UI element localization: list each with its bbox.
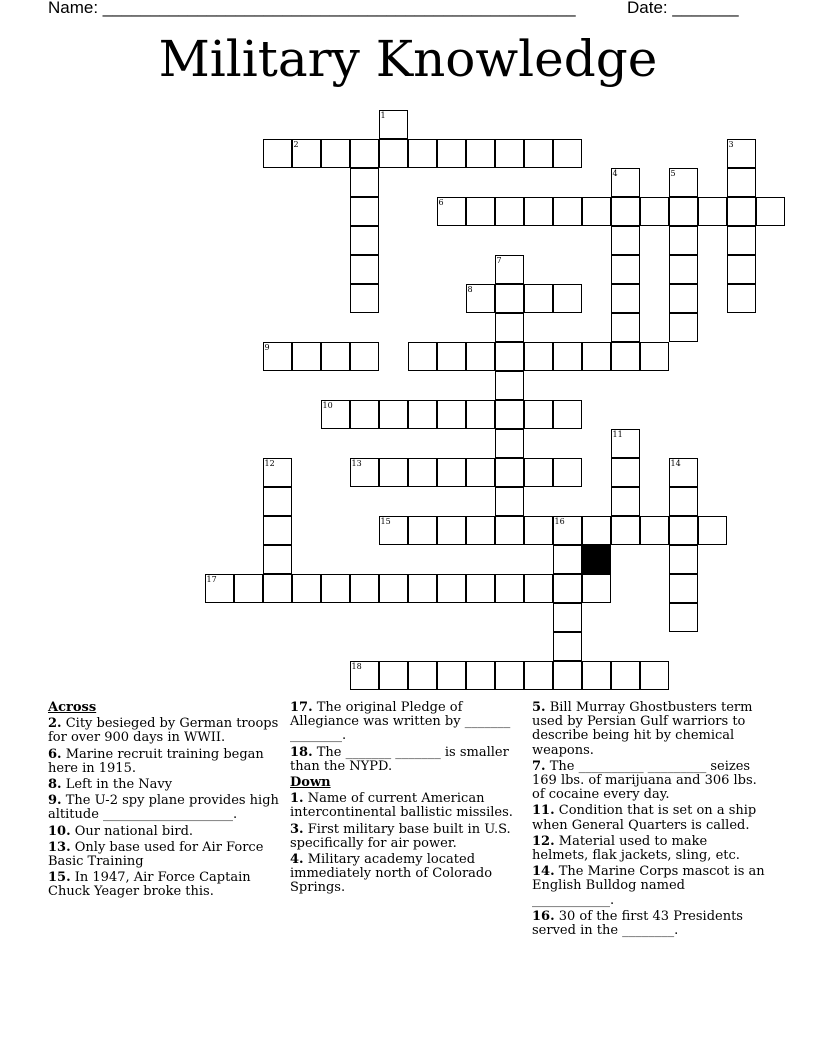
grid-cell[interactable] — [669, 603, 698, 632]
clue — [532, 910, 767, 938]
grid-cell[interactable] — [698, 197, 727, 226]
grid-cell[interactable] — [350, 661, 379, 690]
grid-cell[interactable] — [553, 545, 582, 574]
grid-cell[interactable] — [495, 429, 524, 458]
grid-cell[interactable] — [582, 342, 611, 371]
grid-cell[interactable] — [611, 197, 640, 226]
grid-cell[interactable] — [727, 284, 756, 313]
grid-cell[interactable] — [408, 574, 437, 603]
grid-cell[interactable] — [234, 574, 263, 603]
grid-cell[interactable] — [611, 226, 640, 255]
grid-cell[interactable] — [466, 661, 495, 690]
grid-cell[interactable] — [524, 400, 553, 429]
grid-cell[interactable] — [466, 284, 495, 313]
grid-cell[interactable] — [350, 458, 379, 487]
grid-cell[interactable] — [495, 400, 524, 429]
grid-cell[interactable] — [495, 139, 524, 168]
grid-cell[interactable] — [582, 661, 611, 690]
clue-number: 6 — [438, 197, 444, 207]
grid-cell[interactable] — [669, 255, 698, 284]
clue-number: 11. — [532, 803, 555, 819]
grid-cell[interactable] — [669, 168, 698, 197]
grid-cell[interactable] — [495, 284, 524, 313]
clue-number: 1 — [380, 110, 386, 120]
grid-cell[interactable] — [495, 255, 524, 284]
grid-cell[interactable] — [466, 458, 495, 487]
grid-cell[interactable] — [727, 197, 756, 226]
clue — [48, 825, 283, 839]
grid-cell[interactable] — [495, 313, 524, 342]
clue-text: Our national bird. — [70, 823, 194, 839]
grid-cell[interactable] — [727, 168, 756, 197]
clue-number: 17. — [290, 700, 313, 715]
grid-cell[interactable] — [669, 226, 698, 255]
clue-number: 13 — [351, 458, 362, 468]
clue-number: 4. — [290, 852, 304, 868]
grid-cell[interactable] — [495, 342, 524, 371]
clue-number: 10. — [48, 823, 71, 839]
grid-cell[interactable] — [640, 516, 669, 545]
grid-cell[interactable] — [437, 139, 466, 168]
grid-cell[interactable] — [495, 487, 524, 516]
grid-cell[interactable] — [379, 139, 408, 168]
clue-number: 8 — [467, 284, 473, 294]
grid-cell[interactable] — [379, 661, 408, 690]
clue — [290, 792, 525, 820]
clue-number: 10 — [322, 400, 333, 410]
clue-number: 1. — [290, 791, 304, 807]
clue-number: 9 — [264, 342, 270, 352]
clue-text: 30 of the first 43 Presidents served in the ________. — [532, 908, 743, 939]
grid-cell[interactable] — [379, 400, 408, 429]
grid-cell[interactable] — [437, 516, 466, 545]
grid-cell[interactable] — [466, 574, 495, 603]
clue-column-3 — [532, 701, 767, 940]
grid-cell[interactable] — [263, 139, 292, 168]
grid-cell[interactable] — [205, 574, 234, 603]
clue — [532, 835, 767, 863]
grid-cell[interactable] — [466, 197, 495, 226]
clue-text: Marine recruit training began here in 1915. — [48, 746, 264, 776]
grid-cell[interactable] — [669, 574, 698, 603]
grid-cell[interactable] — [495, 661, 524, 690]
grid-cell[interactable] — [553, 400, 582, 429]
grid-cell[interactable] — [524, 661, 553, 690]
grid-cell[interactable] — [379, 458, 408, 487]
clue — [532, 804, 767, 832]
clue — [48, 717, 283, 745]
clue-column-2 — [290, 701, 525, 898]
grid-cell[interactable] — [263, 516, 292, 545]
clue-number: 12 — [264, 458, 275, 468]
grid-cell[interactable] — [524, 139, 553, 168]
grid-cell[interactable] — [553, 197, 582, 226]
grid-cell[interactable] — [495, 371, 524, 400]
clue — [290, 746, 525, 774]
grid-cell[interactable] — [321, 342, 350, 371]
clue — [48, 778, 283, 792]
clue-number: 3 — [728, 139, 734, 149]
clue-number: 7. — [532, 758, 546, 774]
clue-number: 17 — [206, 574, 217, 584]
grid-cell[interactable] — [495, 574, 524, 603]
grid-cell[interactable] — [437, 342, 466, 371]
clue-text: Left in the Navy — [61, 777, 173, 793]
grid-cell[interactable] — [669, 516, 698, 545]
grid-cell[interactable] — [553, 603, 582, 632]
clue-number: 2 — [293, 139, 299, 149]
grid-cell[interactable] — [727, 139, 756, 168]
clue — [290, 853, 525, 896]
grid-cell[interactable] — [553, 661, 582, 690]
grid-cell[interactable] — [669, 487, 698, 516]
grid-cell[interactable] — [669, 545, 698, 574]
grid-cell[interactable] — [350, 342, 379, 371]
grid-cell[interactable] — [640, 342, 669, 371]
grid-cell[interactable] — [350, 284, 379, 313]
clue-number: 8. — [48, 777, 62, 793]
grid-cell[interactable] — [350, 226, 379, 255]
grid-cell[interactable] — [292, 342, 321, 371]
clue-number: 3. — [290, 821, 304, 837]
clue-number: 9. — [48, 793, 62, 809]
clue-number: 4 — [612, 168, 618, 178]
grid-cell[interactable] — [495, 516, 524, 545]
grid-cell[interactable] — [292, 574, 321, 603]
clue-number: 5 — [670, 168, 676, 178]
clue-text: Military academy located immediately north of Colorado Springs. — [290, 852, 493, 896]
grid-cell[interactable] — [408, 458, 437, 487]
grid-cell[interactable] — [727, 255, 756, 284]
grid-cell[interactable] — [553, 574, 582, 603]
grid-cell[interactable] — [408, 139, 437, 168]
clue-text: The U-2 spy plane provides high altitude ____________________. — [48, 793, 279, 823]
grid-cell[interactable] — [408, 400, 437, 429]
clue-text: Name of current American intercontinental ballistic missiles. — [290, 791, 513, 821]
clue-text: The __________ _________ seizes 169 lbs. of marijuana and 306 lbs. of cocaine every day. — [532, 758, 757, 803]
across-heading: Across — [48, 700, 97, 715]
grid-cell[interactable] — [263, 342, 292, 371]
grid-cell[interactable] — [553, 458, 582, 487]
grid-cell[interactable] — [553, 516, 582, 545]
clue-number: 11 — [612, 429, 623, 439]
clue-text: The original Pledge of Allegiance was written by _______ ________. — [290, 700, 511, 744]
grid-cell[interactable] — [611, 313, 640, 342]
clue-number: 5. — [532, 700, 546, 715]
grid-cell[interactable] — [466, 139, 495, 168]
grid-cell[interactable] — [350, 400, 379, 429]
grid-cell[interactable] — [669, 313, 698, 342]
grid-cell[interactable] — [582, 574, 611, 603]
grid-cell[interactable] — [321, 400, 350, 429]
clue-number: 15. — [48, 870, 71, 886]
grid-cell[interactable] — [524, 574, 553, 603]
grid-cell[interactable] — [437, 458, 466, 487]
clue — [48, 748, 283, 776]
grid-cell[interactable] — [524, 342, 553, 371]
grid-cell[interactable] — [698, 516, 727, 545]
clue-column-1 — [48, 701, 283, 902]
grid-cell[interactable] — [640, 661, 669, 690]
page-title: Military Knowledge — [158, 30, 658, 88]
grid-cell[interactable] — [756, 197, 785, 226]
grid-cell[interactable] — [669, 284, 698, 313]
clue-number: 6. — [48, 746, 62, 762]
grid-cell[interactable] — [524, 284, 553, 313]
grid-cell[interactable] — [263, 487, 292, 516]
grid-cell[interactable] — [524, 197, 553, 226]
clue-number: 2. — [48, 716, 62, 732]
grid-cell[interactable] — [553, 632, 582, 661]
clue-text: Only base used for Air Force Basic Training — [48, 839, 264, 870]
clue — [290, 701, 525, 744]
grid-cell[interactable] — [524, 458, 553, 487]
grid-cell[interactable] — [466, 342, 495, 371]
clue-number: 14. — [532, 864, 555, 880]
grid-cell[interactable] — [350, 255, 379, 284]
grid-cell[interactable] — [553, 284, 582, 313]
clue — [48, 794, 283, 822]
clue-text: First military base built in U.S. specifically for air power. — [290, 821, 511, 851]
clue — [290, 823, 525, 851]
clue-number: 13. — [48, 839, 71, 855]
grid-cell[interactable] — [292, 139, 321, 168]
grid-cell[interactable] — [727, 226, 756, 255]
grid-cell[interactable] — [611, 516, 640, 545]
clue-number: 14 — [670, 458, 681, 468]
clue-number: 7 — [496, 255, 502, 265]
grid-cell[interactable] — [408, 516, 437, 545]
grid-cell[interactable] — [669, 197, 698, 226]
grid-cell[interactable] — [321, 139, 350, 168]
grid-cell[interactable] — [495, 458, 524, 487]
grid-cell[interactable] — [263, 458, 292, 487]
grid-cell[interactable] — [611, 458, 640, 487]
grid-cell[interactable] — [437, 661, 466, 690]
grid-cell[interactable] — [611, 661, 640, 690]
grid-cell[interactable] — [611, 487, 640, 516]
grid-cell[interactable] — [350, 168, 379, 197]
clue-text: Bill Murray Ghostbusters term used by Persian Gulf warriors to describe being hit by chemical weapons. — [532, 700, 753, 758]
grid-cell[interactable] — [408, 661, 437, 690]
grid-cell[interactable] — [379, 110, 408, 139]
grid-cell[interactable] — [263, 545, 292, 574]
down-heading: Down — [290, 775, 331, 791]
date-field-label: Date: _______ — [627, 0, 739, 17]
name-field-label: Name: __________________________________________________ — [48, 0, 576, 17]
grid-cell[interactable] — [524, 516, 553, 545]
clue-text: The _______ _______ is smaller than the NYPD. — [290, 744, 509, 774]
clue — [532, 701, 767, 758]
grid-cell[interactable] — [350, 574, 379, 603]
grid-cell[interactable] — [408, 342, 437, 371]
clue — [532, 865, 767, 908]
grid-cell[interactable] — [379, 574, 408, 603]
grid-cell[interactable] — [611, 342, 640, 371]
grid-cell[interactable] — [553, 342, 582, 371]
grid-cell[interactable] — [611, 429, 640, 458]
grid-cell[interactable] — [611, 255, 640, 284]
grid-cell[interactable] — [350, 197, 379, 226]
clue-number: 18 — [351, 661, 362, 671]
clue-number: 15 — [380, 516, 391, 526]
clue-number: 16 — [554, 516, 565, 526]
clue-number: 16. — [532, 908, 555, 924]
clue-text: In 1947, Air Force Captain Chuck Yeager broke this. — [48, 870, 251, 900]
grid-cell[interactable] — [669, 458, 698, 487]
clue-text: City besieged by German troops for over 900 days in WWII. — [48, 716, 279, 746]
grid-cell[interactable] — [495, 197, 524, 226]
black-square — [582, 545, 611, 574]
clue — [48, 841, 283, 869]
clue — [48, 871, 283, 899]
grid-cell[interactable] — [437, 574, 466, 603]
clue-text: The Marine Corps mascot is an English Bulldog named ____________. — [532, 864, 765, 908]
grid-cell[interactable] — [350, 139, 379, 168]
grid-cell[interactable] — [553, 139, 582, 168]
clue — [532, 760, 767, 803]
clue-number: 12. — [532, 833, 555, 849]
grid-cell[interactable] — [582, 197, 611, 226]
grid-cell[interactable] — [640, 197, 669, 226]
grid-cell[interactable] — [437, 197, 466, 226]
clue-number: 18. — [290, 744, 313, 760]
grid-cell[interactable] — [263, 574, 292, 603]
clue-text: Material used to make helmets, flak jackets, sling, etc. — [532, 833, 740, 864]
grid-cell[interactable] — [466, 400, 495, 429]
grid-cell[interactable] — [437, 400, 466, 429]
grid-cell[interactable] — [611, 168, 640, 197]
grid-cell[interactable] — [582, 516, 611, 545]
grid-cell[interactable] — [321, 574, 350, 603]
grid-cell[interactable] — [466, 516, 495, 545]
grid-cell[interactable] — [611, 284, 640, 313]
clue-text: Condition that is set on a ship when General Quarters is called. — [532, 803, 757, 833]
grid-cell[interactable] — [379, 516, 408, 545]
